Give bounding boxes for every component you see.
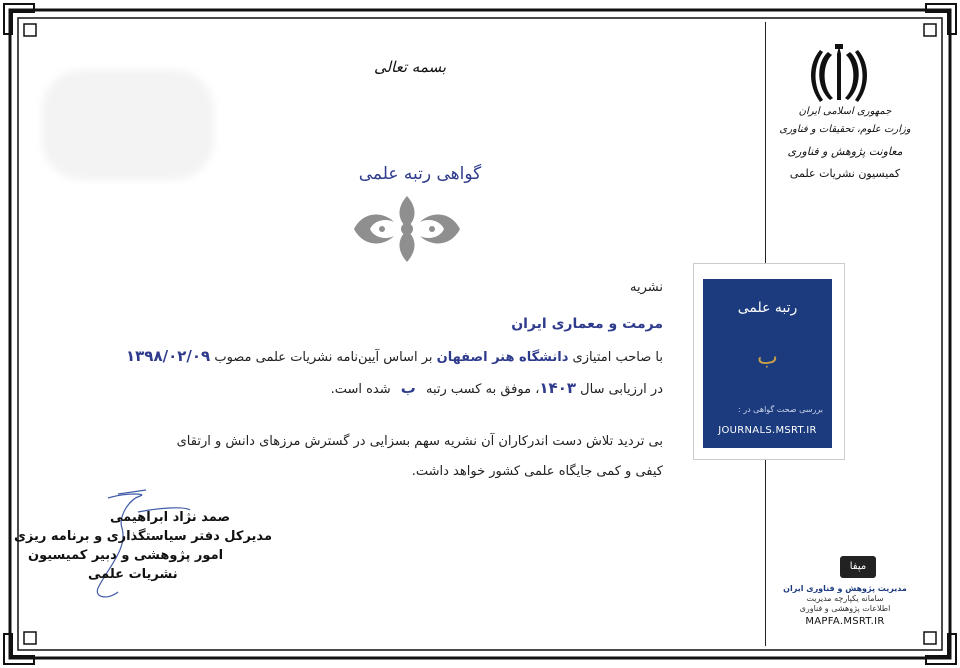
mapfa-logo-icon: مپفا (840, 556, 876, 578)
badge-title: رتبه علمی (737, 300, 798, 316)
line2-suffix: شده است. (330, 382, 391, 397)
signer-role-2: امور پژوهشی و دبیر کمیسیون (28, 548, 224, 563)
signer-name: صمد نژاد ابراهیمی (110, 510, 231, 525)
line2-middle: ، موفق به کسب رتبه (426, 382, 540, 397)
closing-line-1: بی تردید تلاش دست اندرکاران آن نشریه سهم بسزایی در گسترش مرزهای دانش و ارتقای (176, 434, 663, 449)
signer-role-3: نشریات علمی (88, 567, 178, 582)
handwritten-signature (88, 488, 198, 606)
iran-emblem-icon (806, 42, 872, 108)
bismillah-heading: بسمه تعالی (373, 58, 447, 76)
evaluation-year: ۱۴۰۳ (539, 379, 577, 397)
org-line-3: معاونت پژوهش و فناوری (787, 145, 903, 158)
org-line-4: کمیسیون نشریات علمی (789, 167, 901, 180)
ornament-icon (346, 192, 468, 266)
line2-prefix: در ارزیابی سال (580, 382, 663, 397)
badge-url-link[interactable]: JOURNALS.MSRT.IR (718, 425, 817, 436)
mapfa-line-3: اطلاعات پژوهشی و فناوری (799, 604, 891, 613)
blurred-region (42, 70, 214, 180)
publisher-name: دانشگاه هنر اصفهان (436, 350, 569, 365)
line1-prefix: با صاحب امتیازی (572, 350, 663, 365)
closing-line-2: کیفی و کمی جایگاه علمی کشور خواهد داشت. (411, 464, 663, 479)
statement-line-2 (331, 379, 663, 397)
mapfa-url-link[interactable]: MAPFA.MSRT.IR (805, 616, 885, 627)
org-line-2: وزارت علوم، تحقیقات و فناوری (779, 124, 911, 135)
certificate-title: گواهی رتبه علمی (358, 164, 482, 184)
badge-grade: ب (757, 345, 778, 370)
grade-value: ب (400, 379, 416, 397)
badge-verify-label: بررسی صحت گواهی در : (737, 405, 823, 414)
mapfa-line-2: سامانه یکپارچه مدیریت (806, 594, 884, 603)
statement-line-1 (126, 347, 663, 365)
mapfa-line-1: مدیریت پژوهش و فناوری ایران (783, 584, 907, 593)
approval-date: ۱۳۹۸/۰۲/۰۹ (125, 347, 211, 365)
signer-role-1: مدیرکل دفتر سیاستگذاری و برنامه ریزی (14, 529, 272, 544)
line1-middle: بر اساس آیین‌نامه نشریات علمی مصوب (214, 350, 433, 365)
journal-name: مرمت و معماری ایران (511, 316, 663, 332)
publication-label: نشریه (630, 280, 663, 295)
org-line-1: جمهوری اسلامی ایران (798, 106, 892, 117)
